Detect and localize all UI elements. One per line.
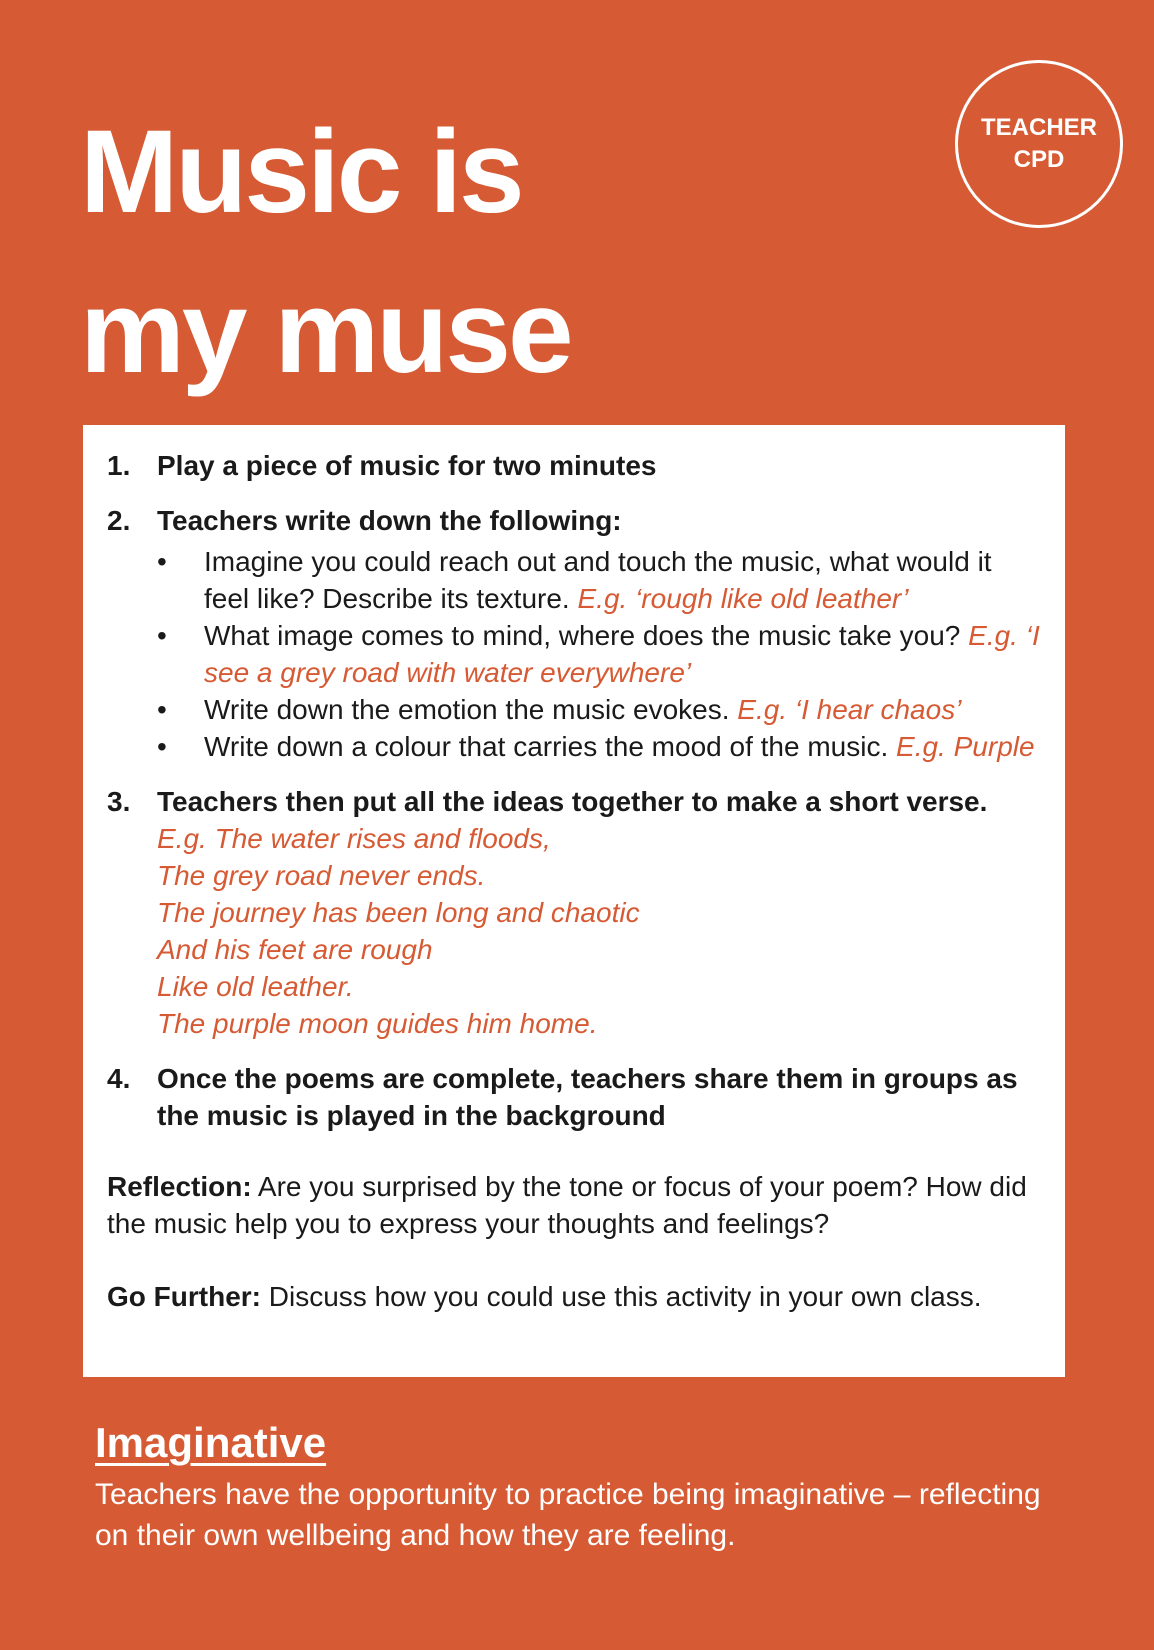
- page-title: [80, 92, 571, 412]
- list-item: [157, 617, 1041, 691]
- bullet-example: E.g. ‘I see a grey road with water everywhere’: [204, 620, 1040, 688]
- verse-line: The journey has been long and chaotic: [157, 897, 640, 928]
- example-verse: [157, 820, 1041, 1042]
- bullet-icon: •: [157, 620, 167, 651]
- activity-card: [83, 425, 1065, 1377]
- go-further-text: Discuss how you could use this activity in your own class.: [268, 1281, 982, 1312]
- badge-line-1: TEACHER: [980, 114, 1097, 141]
- bullet-example: E.g. ‘rough like old leather’: [577, 583, 909, 614]
- title-line-2: my muse: [80, 266, 571, 398]
- step-2-text: Teachers write down the following:: [157, 505, 622, 536]
- reflection-label: Reflection:: [107, 1171, 252, 1202]
- step-4: [107, 1060, 1041, 1134]
- imaginative-heading: Imaginative: [95, 1419, 327, 1466]
- step-1: [107, 447, 1041, 484]
- verse-line: E.g. The water rises and floods,: [157, 823, 551, 854]
- imaginative-description: Teachers have the opportunity to practice being imaginative – reflecting on their own wellbeing and how they are feeling.: [95, 1478, 1041, 1552]
- verse-line: Like old leather.: [157, 971, 354, 1002]
- bullet-icon: •: [157, 731, 167, 762]
- bullet-example: E.g. Purple: [896, 731, 1035, 762]
- bullet-icon: •: [157, 694, 167, 725]
- verse-line: The purple moon guides him home.: [157, 1008, 598, 1039]
- bullet-example: E.g. ‘I hear chaos’: [737, 694, 962, 725]
- step-number: 1.: [107, 450, 131, 481]
- reflection-text: Are you surprised by the tone or focus of your poem? How did the music help you to express your thoughts and feelings?: [107, 1171, 1027, 1239]
- prompt-list: [157, 543, 1041, 765]
- list-item: [157, 543, 1041, 617]
- reflection-paragraph: [107, 1168, 1041, 1242]
- step-number: 2.: [107, 505, 131, 536]
- step-3-text: Teachers then put all the ideas together to make a short verse.: [157, 786, 988, 817]
- verse-line: The grey road never ends.: [157, 860, 486, 891]
- bullet-text: Write down the emotion the music evokes.: [204, 694, 730, 725]
- step-number: 4.: [107, 1063, 131, 1094]
- verse-line: And his feet are rough: [157, 934, 433, 965]
- teacher-cpd-badge: [955, 60, 1123, 228]
- step-3: [107, 783, 1041, 1042]
- go-further-label: Go Further:: [107, 1281, 261, 1312]
- list-item: [157, 728, 1041, 765]
- list-item: [157, 691, 1041, 728]
- step-1-text: Play a piece of music for two minutes: [157, 450, 657, 481]
- bullet-text: Write down a colour that carries the mood of the music.: [204, 731, 889, 762]
- badge-line-2: CPD: [1013, 146, 1065, 173]
- bullet-icon: •: [157, 546, 167, 577]
- go-further-paragraph: [107, 1278, 1041, 1315]
- bullet-text: What image comes to mind, where does the music take you?: [204, 620, 961, 651]
- title-line-1: Music is: [80, 106, 522, 238]
- step-4-text: Once the poems are complete, teachers share them in groups as the music is played in the background: [157, 1063, 1018, 1131]
- step-2: [107, 502, 1041, 765]
- step-number: 3.: [107, 786, 131, 817]
- bullet-text: Imagine you could reach out and touch the music, what would it feel like? Describe its texture.: [204, 546, 992, 614]
